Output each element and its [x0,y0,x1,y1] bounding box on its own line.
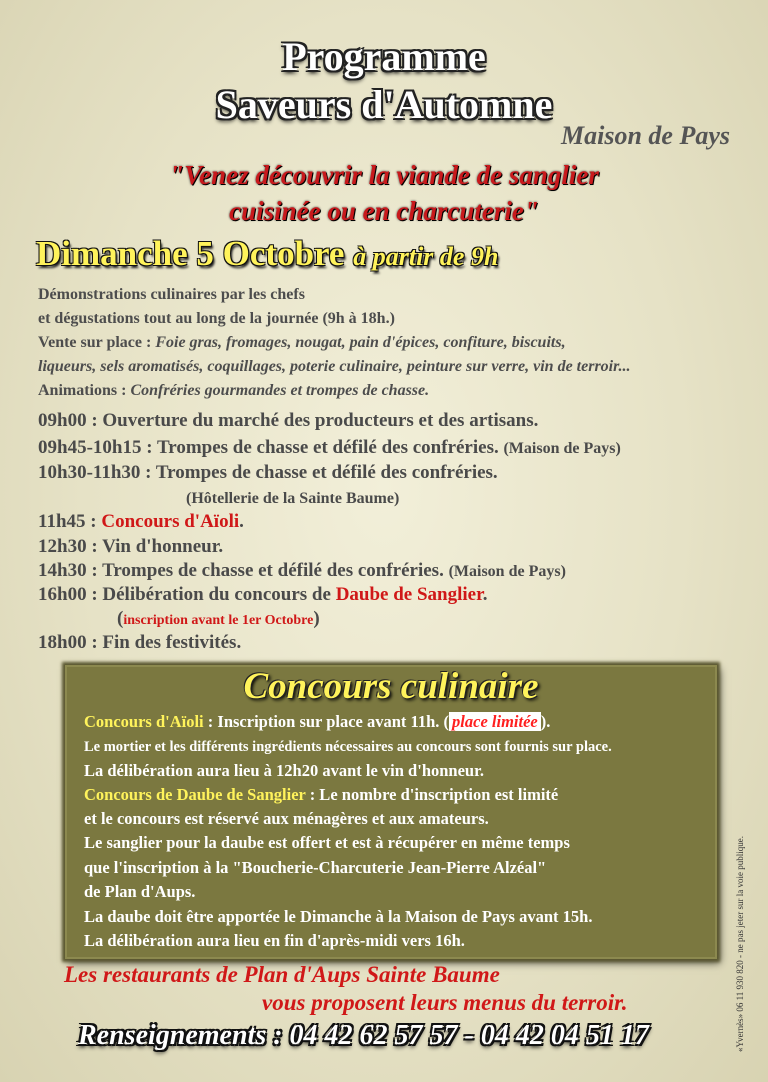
daube-text: : Le nombre d'inscription est limité [305,785,559,804]
contest-line: La délibération aura lieu à 12h20 avant le vin d'honneur. [84,761,485,780]
event-date [36,234,498,274]
schedule-time: 12h30 : [38,536,98,557]
schedule-note: (Maison de Pays) [448,563,566,580]
contest-line: de Plan d'Aups. [84,882,196,901]
schedule-time: 14h30 : [38,560,98,581]
schedule-time: 16h00 : [38,584,98,605]
schedule-after: . [239,511,244,532]
contest-line: que l'inscription à la "Boucherie-Charcuterie Jean-Pierre Alzéal" [84,858,547,877]
subtitle: Maison de Pays [561,121,730,150]
vente-line2 [38,354,630,379]
side-note: «Yvernès» 06 11 930 820 - ne pas jeter sur la voie publique. [735,836,745,1052]
schedule-row [38,409,538,433]
schedule-row [38,559,566,584]
quote-line2: cuisinée ou en charcuterie" [229,196,539,226]
contest-line: La délibération aura lieu en fin d'après-midi vers 16h. [84,931,465,950]
schedule-text: Trompes de chasse et défilé des confréries. [102,560,444,581]
schedule-time: 18h00 : [38,632,98,653]
schedule-note: (Maison de Pays) [503,440,621,457]
contact-info: Renseignements : 04 42 62 57 57 - 04 42 04 51 17 [78,1020,649,1051]
animations-line [38,378,429,403]
schedule-text: Vin d'honneur. [102,536,224,557]
contest-line: La daube doit être apportée le Dimanche à la Maison de Pays avant 15h. [84,907,593,926]
anim-label: Animations : [38,382,127,399]
date-main: Dimanche 5 Octobre [36,234,345,273]
aioli-label: Concours d'Aïoli [84,712,204,731]
vente-text2: liqueurs, sels aromatisés, coquillages, poterie culinaire, peinture sur verre, vin de terroir... [38,358,631,375]
contest-aioli-line [84,710,550,734]
schedule-time: 09h00 : [38,410,98,431]
contest-line: Le sanglier pour la daube est offert et est à récupérer en même temps [84,833,570,852]
restaurants-line2: vous proposent leurs menus du terroir. [262,990,628,1015]
schedule-row [38,461,498,485]
anim-text: Confréries gourmandes et trompes de chasse. [130,382,430,399]
restaurants-line1: Les restaurants de Plan d'Aups Sainte Baume [64,962,500,987]
contest-title: Concours culinaire [243,666,539,707]
schedule-highlight: Concours d'Aïoli [101,511,240,532]
aioli-text: : Inscription sur place avant 11h. ( [203,712,450,731]
schedule-time: 09h45-10h15 : [38,437,153,458]
schedule-row [117,607,320,633]
vente-label: Vente sur place : [38,334,152,351]
contest-daube-line [84,783,558,807]
schedule-time: 11h45 : [38,511,97,532]
schedule-text: Fin des festivités. [102,632,242,653]
schedule-time: 10h30-11h30 : [38,462,152,483]
schedule-after: . [482,584,488,605]
schedule-text: Ouverture du marché des producteurs et des artisans. [102,410,539,431]
title-line2: Saveurs d'Automne [215,82,553,127]
date-time: à partir de 9h [353,242,499,271]
schedule-paren: ( [117,608,124,629]
schedule-highlight: inscription avant le 1er Octobre [123,613,314,628]
schedule-text: Délibération du concours de [102,584,331,605]
demo-line1: Démonstrations culinaires par les chefs [38,286,305,303]
title-line1: Programme [282,34,486,79]
schedule-row [38,535,223,559]
aioli-limited: place limitée [449,712,541,731]
quote-line1: "Venez découvrir la viande de sanglier [169,160,599,190]
schedule-row [38,583,488,607]
schedule-row [38,510,244,534]
daube-label: Concours de Daube de Sanglier [84,785,306,804]
aioli-close: ). [540,712,551,731]
schedule-paren: ) [313,608,320,629]
vente-line1 [38,330,566,355]
contest-line: et le concours est réservé aux ménagères et aux amateurs. [84,809,489,828]
schedule-note: (Hôtellerie de la Sainte Baume) [186,490,400,507]
schedule-text: Trompes de chasse et défilé des confréries. [156,437,499,458]
schedule-row [38,436,621,461]
schedule-highlight: Daube de Sanglier [335,584,483,605]
schedule-row [38,631,241,655]
demo-line2: et dégustations tout au long de la journée (9h à 18h.) [38,310,395,327]
schedule-row [186,486,399,511]
schedule-text: Trompes de chasse et défilé des confréries. [155,462,498,483]
vente-text1: Foie gras, fromages, nougat, pain d'épices, confiture, biscuits, [155,334,566,351]
contest-line: Le mortier et les différents ingrédients nécessaires au concours sont fournis sur place. [84,739,612,755]
